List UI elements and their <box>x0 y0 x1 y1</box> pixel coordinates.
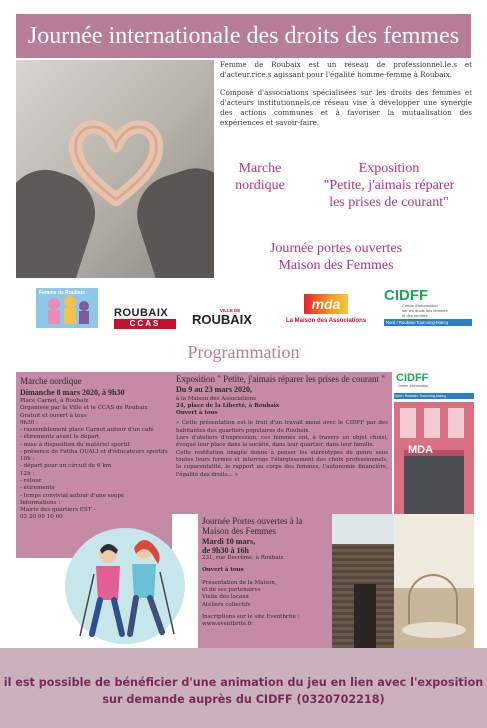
marche-line: 03 20 99 10 60 <box>20 514 63 521</box>
portes-line: Visite des locaux <box>202 594 249 601</box>
portes-line: Présentation de la Maison, <box>202 579 277 586</box>
femme-de-roubaix-logo <box>36 288 98 328</box>
intro-text <box>220 60 472 136</box>
cidff-subtitle-2: sur les droits des femmes <box>402 308 448 313</box>
marche-title: Marche nordique <box>20 376 82 386</box>
building-window <box>424 408 440 438</box>
building-sign: MDA <box>408 444 434 456</box>
partner-logos <box>36 288 472 332</box>
roubaix-ccas-logo <box>114 308 176 330</box>
highlight-marche <box>222 160 298 194</box>
portes-ouvertes-box <box>198 514 332 648</box>
programmation-heading: Programmation <box>187 342 300 362</box>
highlight-expo-line: "Petite, j'aimais réparer <box>323 178 455 194</box>
portes-line: et de ses partenaires <box>202 587 261 594</box>
maison-des-associations-logo <box>286 294 372 332</box>
expo-paragraph: « Cette présentation est le fruit d'un travail mené avec le CIDFF par des habitantes des quartiers populaires de Roubaix. <box>176 420 388 434</box>
expo-line: à la Maison des Associations <box>176 395 256 402</box>
footer-line-2: sur demande auprès du CIDFF (0320702218) <box>102 693 385 707</box>
portes-line: Ateliers collectifs <box>202 601 251 608</box>
highlight-portes-ouvertes <box>226 240 446 274</box>
cidff-subtitle-1: Centre d'information <box>402 303 438 308</box>
play-arch <box>408 574 458 624</box>
expo-line: Ouvert à tous <box>176 410 218 417</box>
expo-line: 24, place de la Liberté, à Roubaix <box>176 402 280 409</box>
marche-line: - mise à disposition du matériel sportif <box>20 441 130 448</box>
exposition-box <box>172 372 392 514</box>
cidff-small-sub: Centre d'information <box>398 384 429 388</box>
expo-date: Du 9 au 23 mars 2020, <box>176 384 253 394</box>
marche-line: Informations : <box>20 499 61 506</box>
highlight-portes-line: Maison des Femmes <box>278 258 394 274</box>
nordic-walkers-illustration <box>60 520 190 644</box>
highlight-portes-line: Journée portes ouvertes <box>269 241 403 256</box>
cidff-logo-small <box>394 372 474 402</box>
marche-line: - temps convivial autour d'une soupe <box>20 492 125 499</box>
ville-de-roubaix-logo <box>192 308 272 330</box>
roubaix-ccas-word: ROUBAIX <box>114 307 169 319</box>
building-window <box>400 408 416 438</box>
marche-line: - présence de Fatiha OUALI et d'éducateurs sportifs <box>20 448 168 455</box>
building-window <box>448 408 464 438</box>
cidff-band: Nord / Roubaix-Tourcoing-Marcq <box>384 319 472 326</box>
play-mat <box>402 622 466 638</box>
doorway <box>354 584 376 648</box>
marche-line: - retour <box>20 478 42 484</box>
marche-line: Place Carnot, à Roubaix <box>20 398 89 405</box>
portes-url[interactable]: www.eventbrite.fr <box>202 621 253 628</box>
intro-paragraph-2: Composé d'associations spécialisées sur les droits des femmes et d'acteurs institutionnels,ce réseau vise à développer une synergie des actions communes et à favoriser la mutualisation des expériences et savoir-faire. <box>220 87 472 127</box>
marche-date: Dimanche 8 mars 2020, à 9h30 <box>20 387 125 397</box>
portes-inscription: Inscriptions sur le site Eventbrite : <box>202 614 300 621</box>
page-title: Journée internationale des droits des femmes <box>16 14 471 58</box>
expo-paragraph: Lors d'ateliers d'expression, ces femmes ont, à travers un objet choisi, évoqué leur place dans la société, dans leur quartier, dans leur famille. <box>176 435 388 449</box>
marche-line: 10h : <box>20 456 35 463</box>
portes-date-1: Mardi 10 mars, <box>202 536 256 546</box>
building-entrance <box>404 450 464 514</box>
marche-line: - étirements avant le départ <box>20 434 100 441</box>
maison-des-femmes-interior-photo <box>394 514 474 648</box>
cidff-subtitle-3: et des familles <box>402 313 428 318</box>
maison-associations-label: La Maison des Associations <box>286 318 367 324</box>
cidff-word: CIDFF <box>384 287 429 304</box>
marche-details <box>20 398 168 522</box>
highlight-marche-line: Marche <box>238 161 282 176</box>
marche-line: - étirements <box>20 485 55 492</box>
ville-de-label: VILLE DE <box>220 308 241 313</box>
expo-title: Exposition " Petite, j'aimais réparer les prises de courant " <box>176 374 385 384</box>
highlight-expo-line: les prises de courant" <box>329 195 449 211</box>
mda-mark: mda <box>304 294 348 314</box>
portes-title: Journée Portes ouvertes à la Maison des Femmes <box>202 516 303 536</box>
cidff-small-word: CIDFF <box>396 372 429 384</box>
marche-line: 9h30 : <box>20 419 38 426</box>
marche-line: - rassemblement place Carnot autour d'un café <box>20 427 154 434</box>
maison-des-femmes-exterior-photo <box>332 514 394 648</box>
marche-line: Mairie des quartiers EST - <box>20 507 96 514</box>
highlight-expo-line: Exposition <box>358 161 420 176</box>
expo-paragraph: Cette restitution imagée donne à penser les stéréotypes de genre sous toutes leurs formes et interroge l'élargissement des choix professionnels, la coparentalité, le rapport au corps des femmes, l'autonomie financière, l'égalité des droits... » <box>176 449 388 478</box>
femme-de-roubaix-label: Femme de Roubaix <box>39 290 85 296</box>
highlight-marche-line: nordique <box>235 178 285 194</box>
intro-paragraph-1: Femme de Roubaix est un réseau de professionnel.le.s et d'acteur.rice.s agissant pour l'égalité homme-femme à Roubaix. <box>220 60 472 79</box>
hero-photo-hands-heart <box>16 60 214 278</box>
footer-text <box>0 674 487 709</box>
cidff-logo <box>384 288 472 332</box>
portes-address: 231, rue Decrême, à Roubaix <box>202 555 284 562</box>
marche-line: Organisée par la Ville et le CCAS de Roubaix <box>20 405 148 412</box>
ville-roubaix-word: ROUBAIX <box>192 312 252 327</box>
hands-heart-shape <box>68 115 164 211</box>
portes-open: Ouvert à tous <box>202 567 244 574</box>
cidff-small-band: Nord / Roubaix-Tourcoing-Marcq <box>394 393 474 399</box>
highlight-exposition <box>306 160 472 211</box>
ccas-word: CCAS <box>114 319 176 329</box>
marche-line: - départ pour un circuit de 6 km <box>20 463 112 470</box>
portes-date-2: de 9h30 à 16h <box>202 545 249 555</box>
marche-line: Gratuit et ouvert à tous <box>20 412 87 419</box>
marche-line: 12h : <box>20 470 35 477</box>
maison-des-associations-photo <box>394 402 474 514</box>
footer-line-1: il est possible de bénéficier d'une animation du jeu en lien avec l'exposition <box>3 676 484 689</box>
